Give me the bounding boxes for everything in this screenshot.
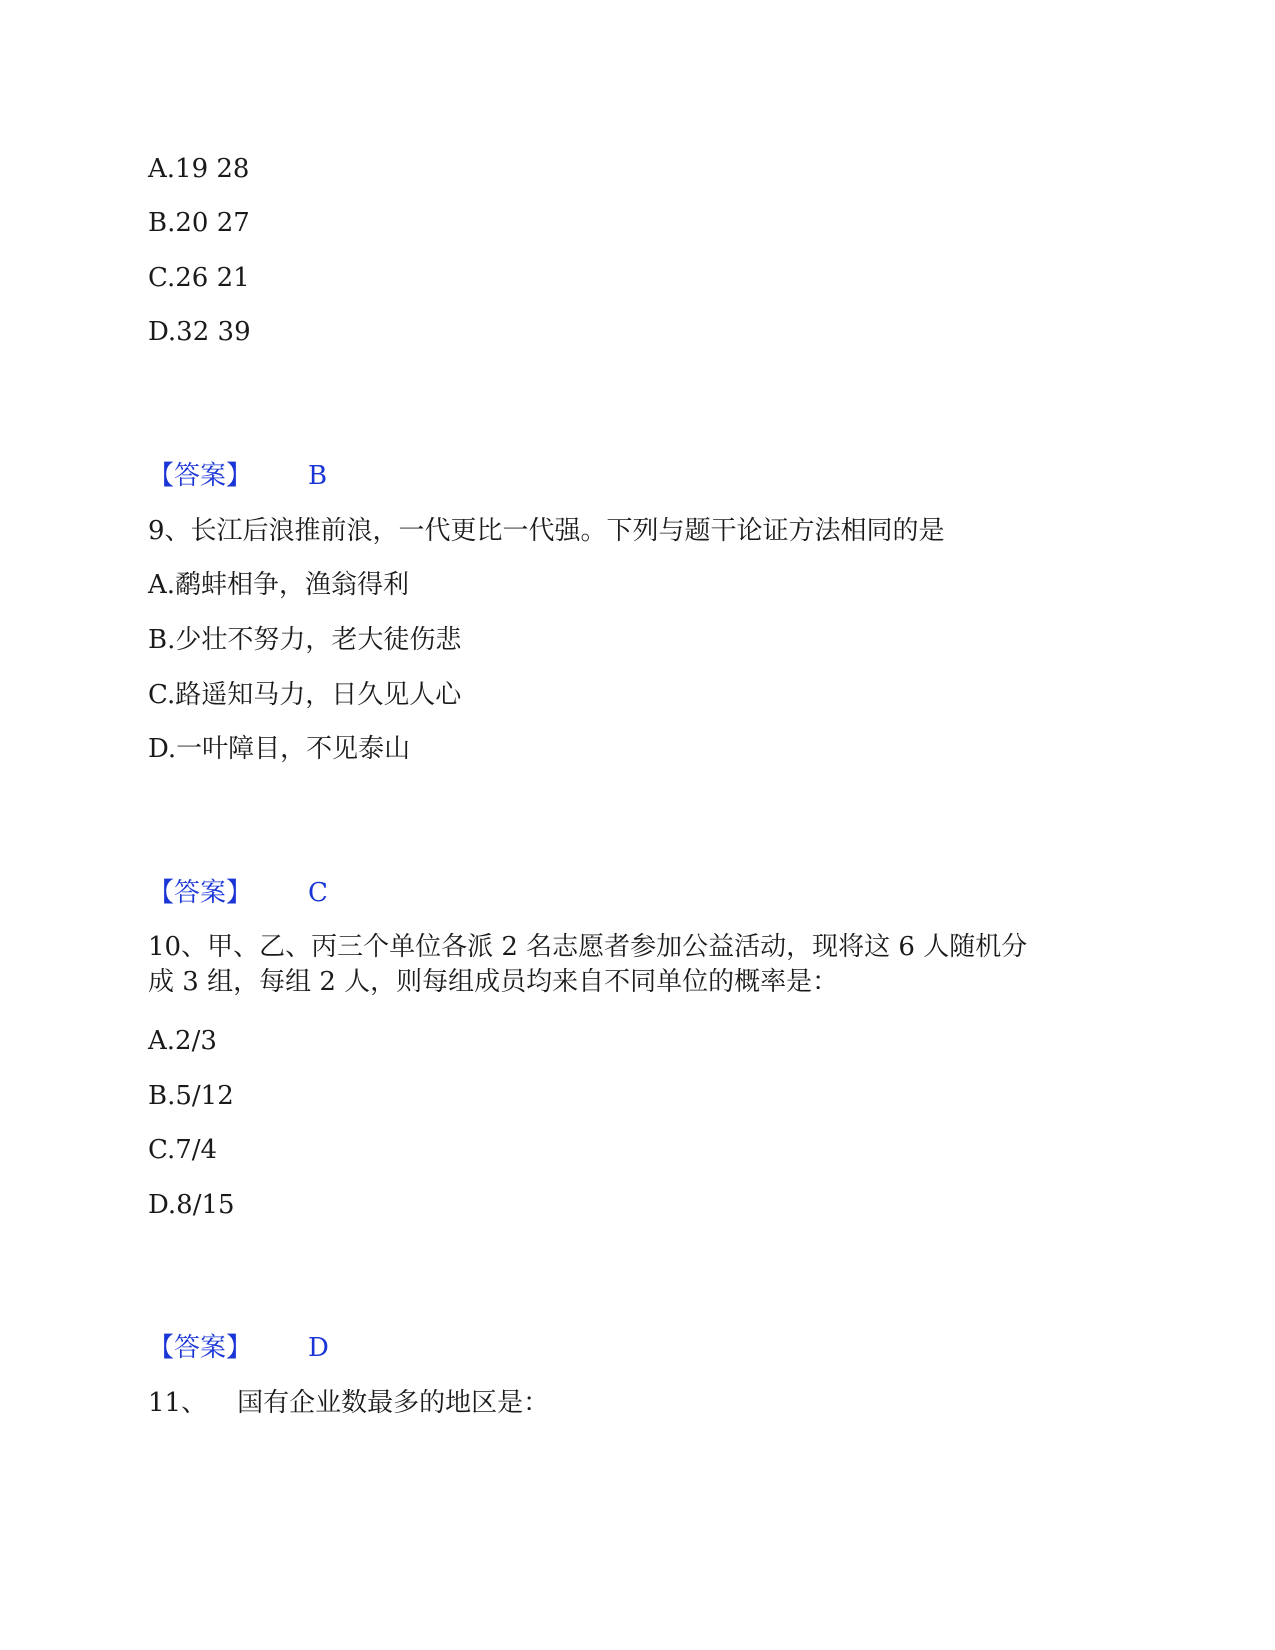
question-9: 9、长江后浪推前浪，一代更比一代强。下列与题干论证方法相同的是 — [148, 516, 945, 546]
q10-option-d: D.8/15 — [148, 1190, 235, 1220]
q9-option-c: C.路遥知马力，日久见人心 — [148, 680, 462, 710]
q9-answer-label: 【答案】 — [148, 878, 253, 908]
answer-row — [148, 460, 448, 492]
option-c: C.26 21 — [148, 263, 250, 293]
q10-answer-label: 【答案】 — [148, 1333, 253, 1363]
q10-answer-row — [148, 1332, 448, 1364]
option-a: A.19 28 — [148, 154, 250, 184]
q9-option-b: B.少壮不努力，老大徒伤悲 — [148, 625, 462, 655]
answer-value: B — [308, 461, 328, 491]
q10-option-b: B.5/12 — [148, 1081, 234, 1111]
question-10-line2: 成 3 组，每组 2 人，则每组成员均来自不同单位的概率是： — [148, 967, 839, 997]
option-b: B.20 27 — [148, 208, 250, 238]
question-11-number: 11、 — [148, 1388, 208, 1418]
question-11-text: 国有企业数最多的地区是： — [237, 1388, 550, 1418]
q9-option-d: D.一叶障目，不见泰山 — [148, 734, 411, 764]
q10-option-c: C.7/4 — [148, 1135, 218, 1165]
option-d: D.32 39 — [148, 317, 251, 347]
question-10-line1: 10、甲、乙、丙三个单位各派 2 名志愿者参加公益活动，现将这 6 人随机分 — [148, 932, 1028, 962]
q9-answer-row — [148, 877, 448, 909]
q10-option-a: A.2/3 — [148, 1026, 217, 1056]
q9-answer-value: C — [308, 878, 328, 908]
answer-label: 【答案】 — [148, 461, 253, 491]
q10-answer-value: D — [308, 1333, 329, 1363]
question-11 — [148, 1387, 549, 1419]
q9-option-a: A.鹬蚌相争，渔翁得利 — [148, 570, 410, 600]
